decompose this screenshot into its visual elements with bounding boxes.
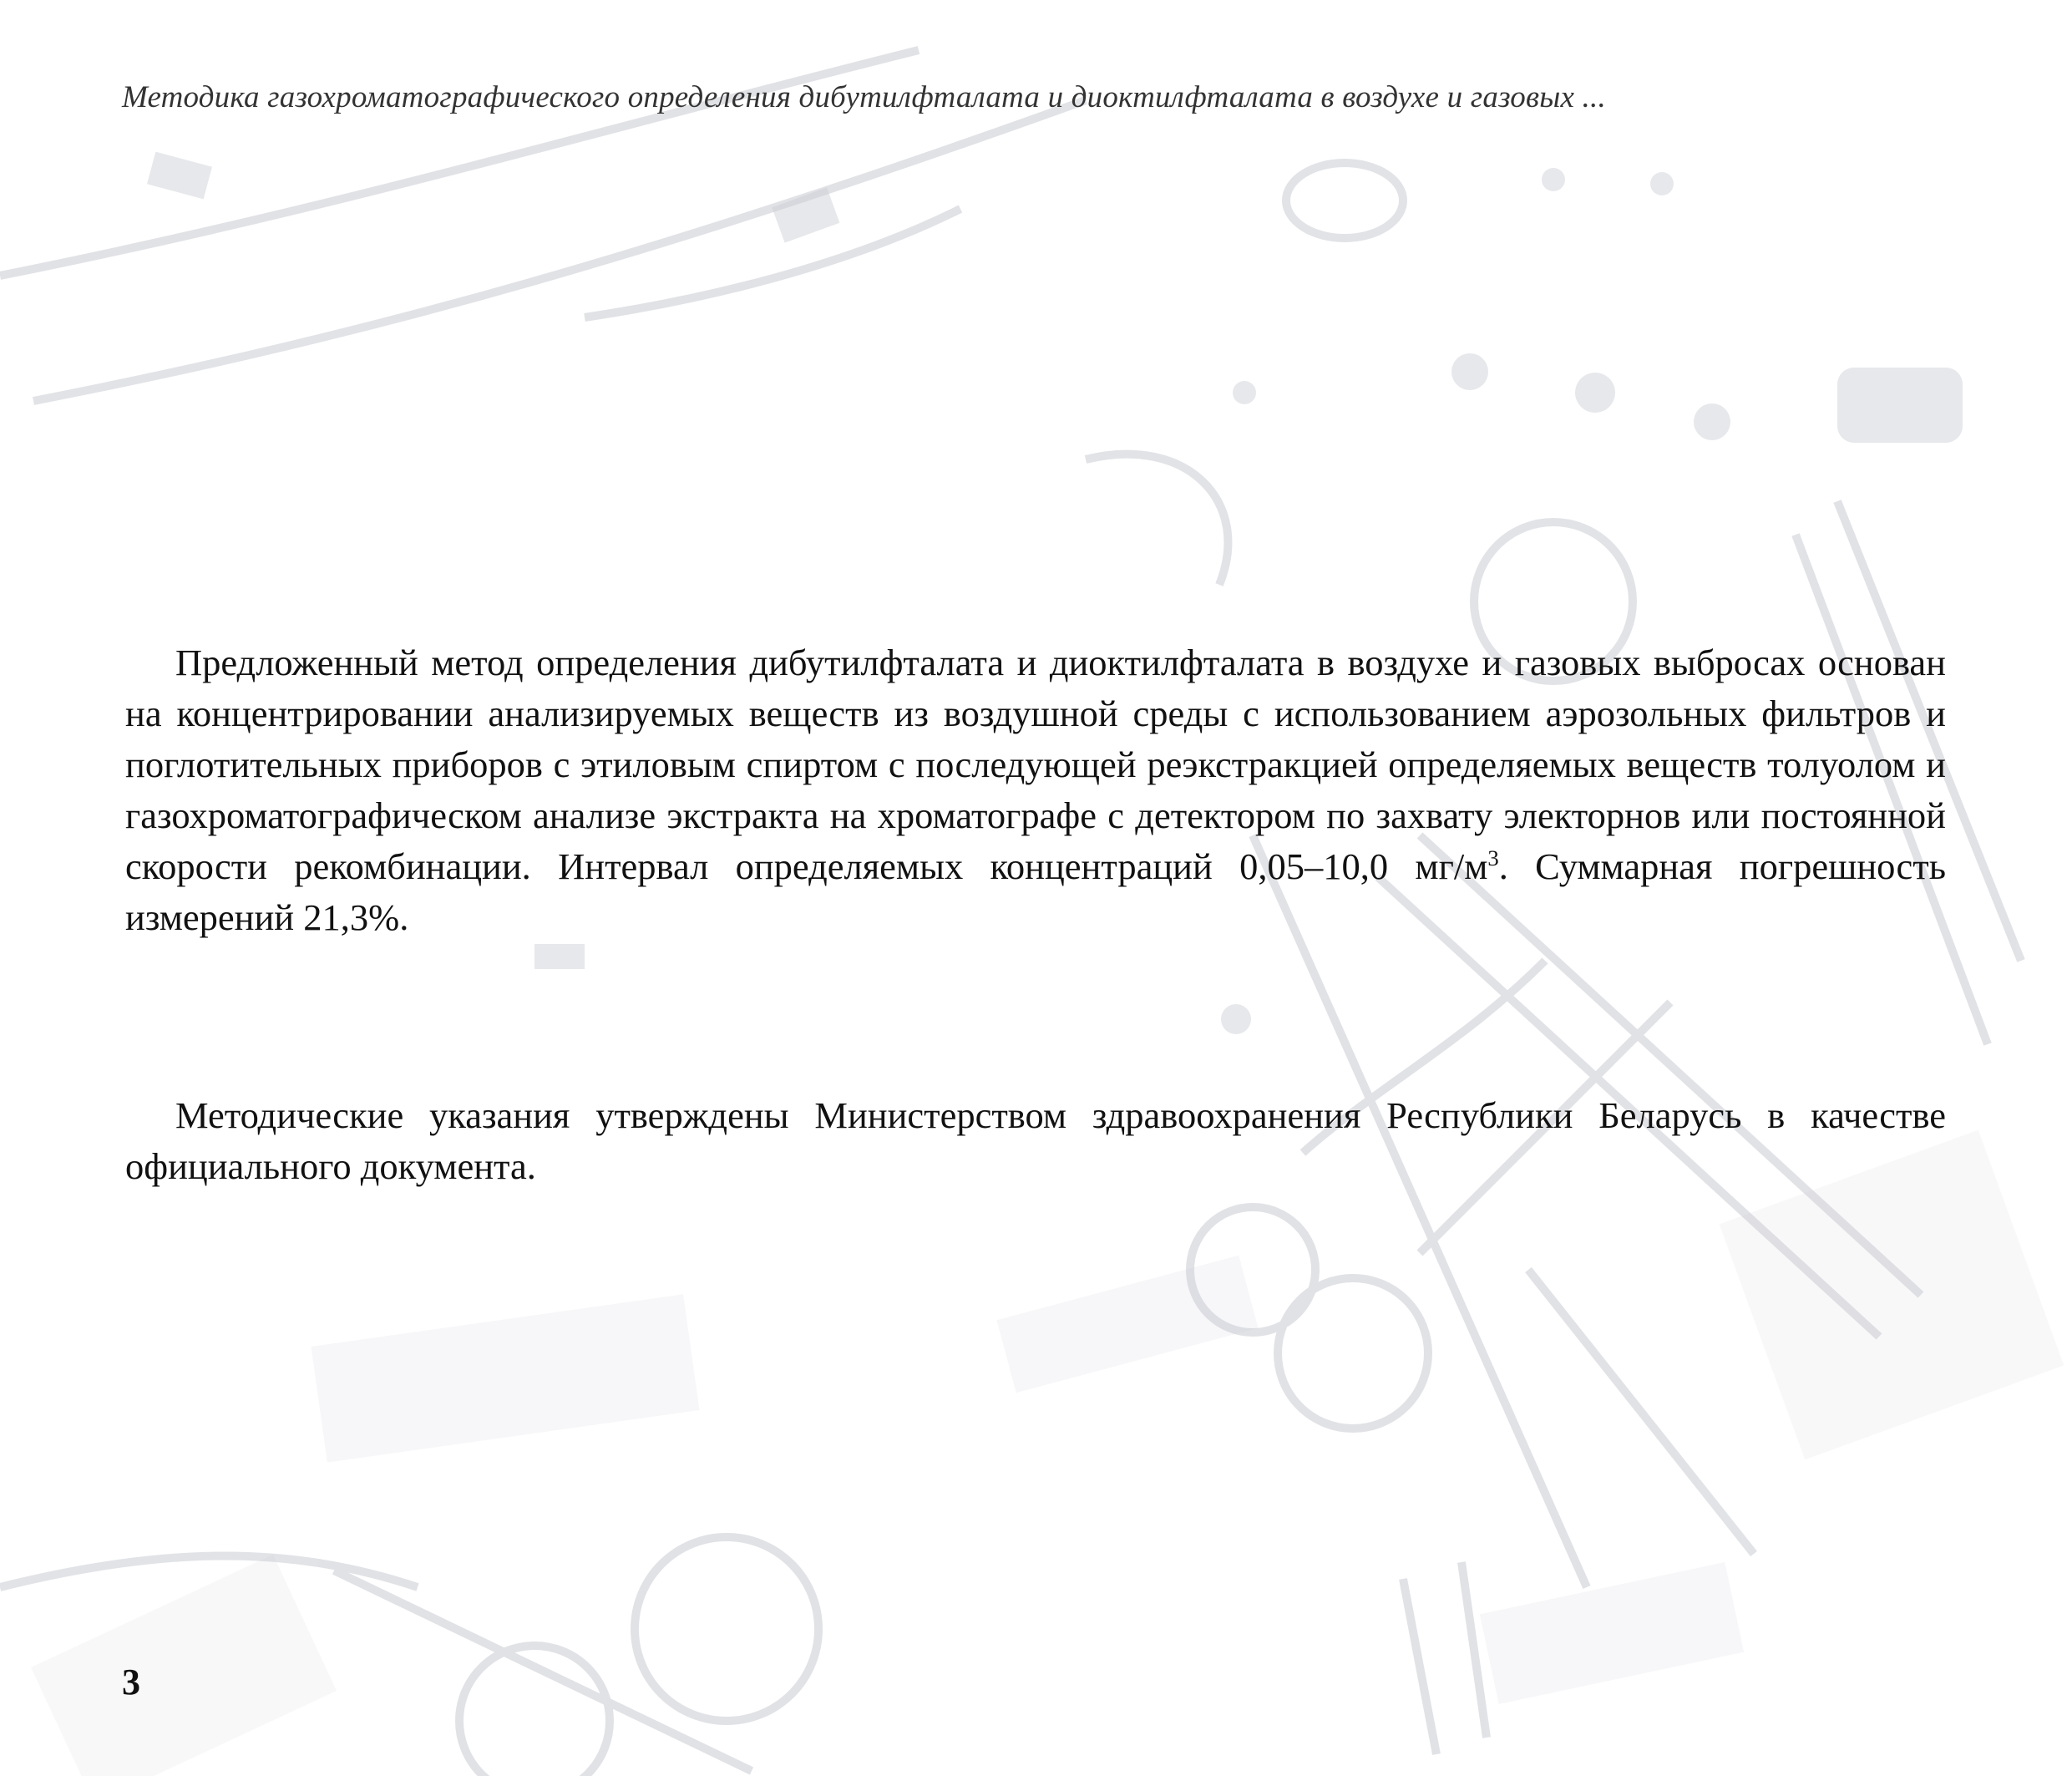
abstract-text-end: . Суммарная погрешность измерений 21,3%. — [125, 845, 1946, 938]
abstract-paragraph — [125, 637, 1946, 943]
running-header: Методика газохроматографического определения дибутилфталата и диоктилфталата в воздухе и газовых ... — [122, 80, 1606, 114]
page-number: 3 — [122, 1662, 140, 1702]
approval-paragraph: Методические указания утверждены Министерством здравоохранения Республики Беларусь в качестве официального документа. — [125, 1094, 1946, 1187]
abstract-text: Предложенный метод определения дибутилфталата и диоктилфталата в воздухе и газовых выбросах основан на концентрировании анализируемых веществ из воздушной среды с использованием аэрозольных фильтров и поглотительных приборов с этиловым спиртом с последующей реэкстракцией определяемых веществ толуолом и газохроматографическом анализе экстракта на хроматографе с детектором по захвату электорнов или постоянной скорости рекомбинации. Интервал определяемых концентраций 0,05–10,0 мг/м — [125, 642, 1946, 887]
unit-superscript: 3 — [1487, 845, 1499, 871]
